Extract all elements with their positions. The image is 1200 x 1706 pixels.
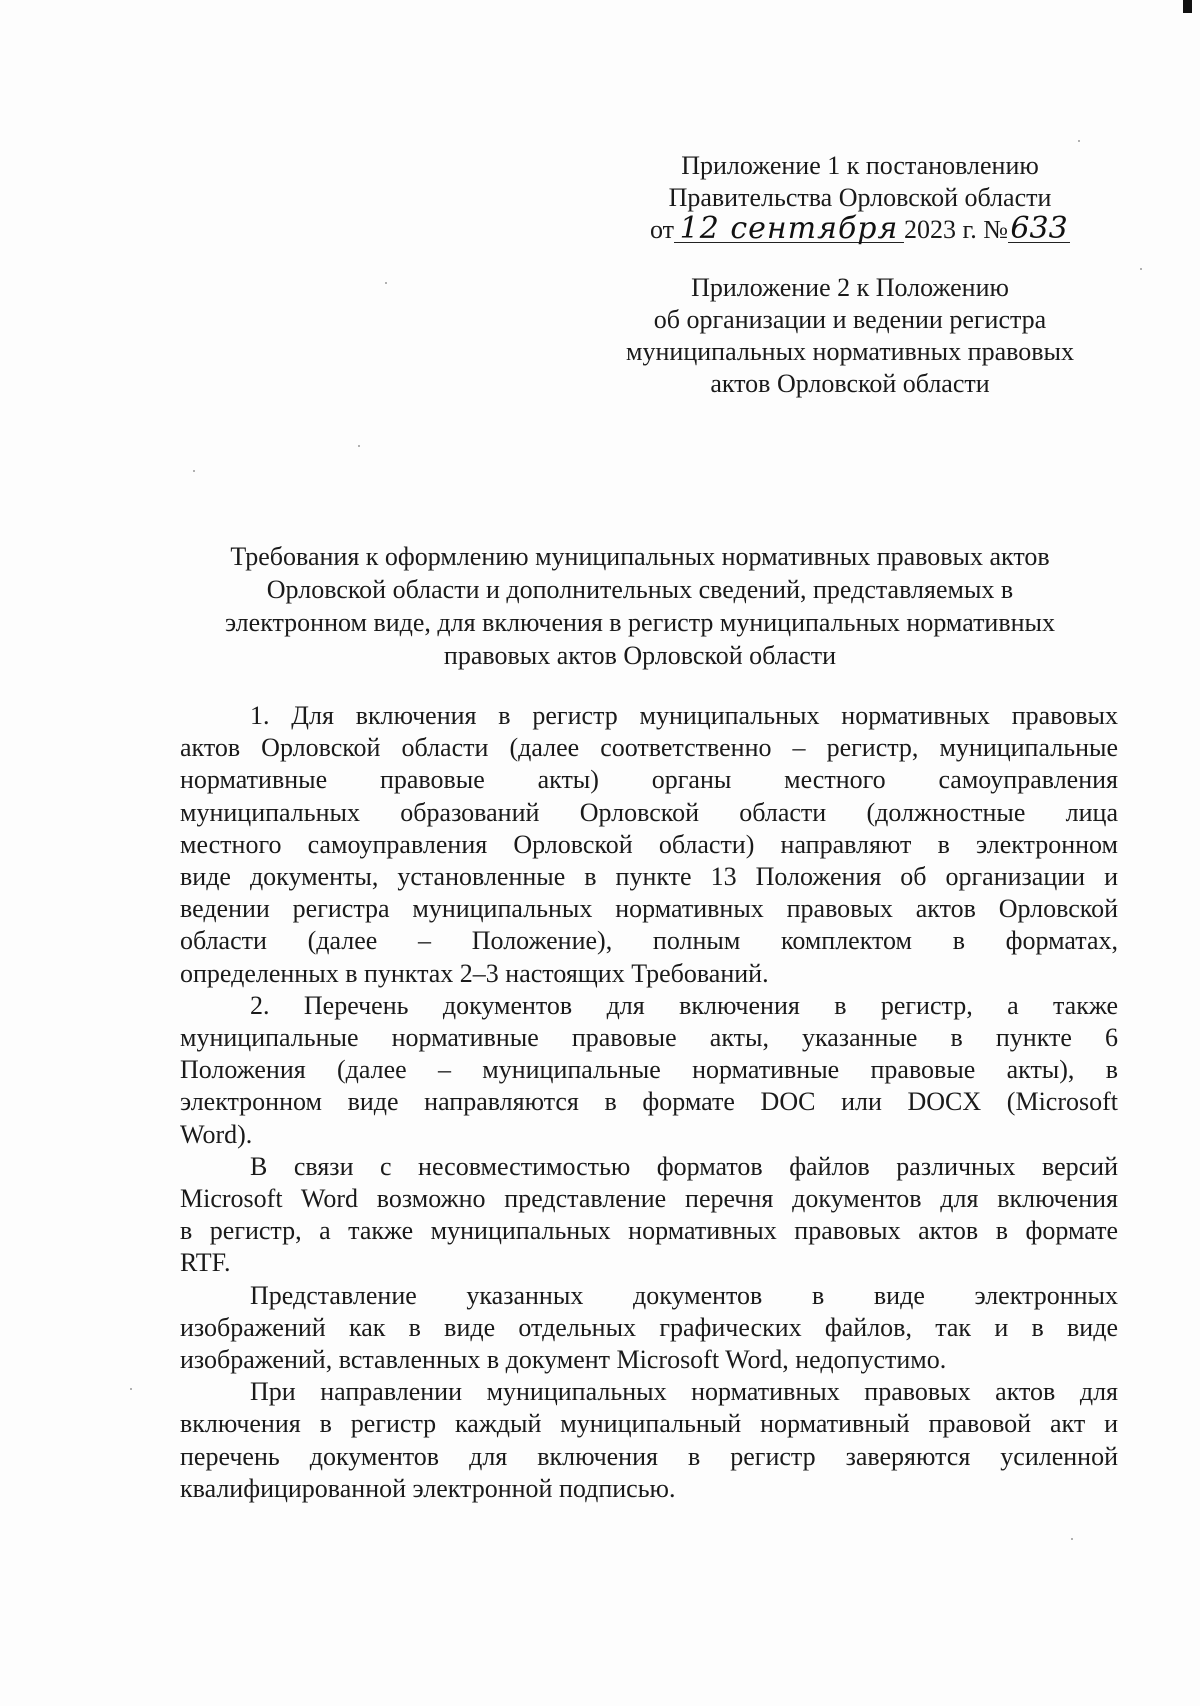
scan-speck xyxy=(1078,140,1080,142)
body-line: актов Орловской области (далее соответственно – регистр, муниципальные xyxy=(180,733,1118,763)
body-line: квалифицированной электронной подписью. xyxy=(180,1473,676,1503)
body-line: 2. Перечень документов для включения в регистр, а также xyxy=(250,990,1118,1020)
paragraph-3 xyxy=(180,1151,1118,1280)
body-line: виде документы, установленные в пункте 13 Положения об организации и xyxy=(180,862,1118,892)
body-line: перечень документов для включения в регистр заверяются усиленной xyxy=(180,1441,1118,1471)
handwritten-number: 633 xyxy=(1008,216,1070,243)
paragraph-5 xyxy=(180,1376,1118,1505)
body-line: включения в регистр каждый муниципальный нормативный правовой акт и xyxy=(180,1409,1118,1439)
paragraph-4 xyxy=(180,1280,1118,1377)
body-line: При направлении муниципальных нормативных правовых актов для xyxy=(250,1377,1118,1407)
body-line: изображений как в виде отдельных графических файлов, так и в виде xyxy=(180,1312,1118,1342)
body-line: в регистр, а также муниципальных нормативных правовых актов в формате xyxy=(180,1216,1118,1246)
body-line: ведении регистра муниципальных нормативных правовых актов Орловской xyxy=(180,894,1118,924)
annex1-date-line xyxy=(620,211,1100,246)
paragraph-1 xyxy=(180,700,1118,990)
body-line: В связи с несовместимостью форматов файлов различных версий xyxy=(250,1151,1118,1181)
document-body xyxy=(180,700,1118,1505)
title-line: Орловской области и дополнительных сведений, представляемых в xyxy=(266,575,1014,604)
scan-speck xyxy=(358,445,360,447)
handwritten-date: 12 сентября xyxy=(674,216,904,243)
title-line: электронном виде, для включения в регистр муниципальных нормативных xyxy=(224,608,1056,637)
annex2-line4: актов Орловской области xyxy=(710,369,990,398)
date-year: 2023 г. № xyxy=(903,215,1009,244)
body-line: определенных в пунктах 2–3 настоящих Требований. xyxy=(180,958,769,988)
annex1-line2: Правительства Орловской области xyxy=(668,183,1052,212)
scan-speck xyxy=(130,1388,132,1390)
title-line: Требования к оформлению муниципальных нормативных правовых актов xyxy=(230,542,1050,571)
body-line: области (далее – Положение), полным комплектом в форматах, xyxy=(180,926,1118,956)
body-line: электронном виде направляются в формате DOC или DOCX (Microsoft xyxy=(180,1087,1118,1117)
body-line: Word). xyxy=(180,1119,253,1149)
body-line: муниципальные нормативные правовые акты, указанные в пункте 6 xyxy=(180,1023,1118,1053)
annex1-header xyxy=(620,150,1100,246)
date-prefix: от xyxy=(649,215,674,244)
annex2-line3: муниципальных нормативных правовых xyxy=(626,337,1074,366)
title-line: правовых актов Орловской области xyxy=(443,641,837,670)
scan-speck xyxy=(385,282,387,284)
body-line: муниципальных образований Орловской области (должностные лица xyxy=(180,797,1118,827)
body-line: Microsoft Word возможно представление перечня документов для включения xyxy=(180,1184,1118,1214)
annex2-header xyxy=(590,272,1110,400)
scan-speck xyxy=(1071,1538,1073,1540)
document-title xyxy=(160,540,1120,672)
body-line: нормативные правовые акты) органы местного самоуправления xyxy=(180,765,1118,795)
scan-speck xyxy=(1140,268,1142,270)
body-line: 1. Для включения в регистр муниципальных нормативных правовых xyxy=(250,701,1118,730)
scan-corner-mark xyxy=(1183,0,1192,13)
body-line: Положения (далее – муниципальные нормативные правовые акты), в xyxy=(180,1055,1118,1085)
scan-speck xyxy=(193,470,195,472)
body-line: Представление указанных документов в виде электронных xyxy=(250,1280,1118,1310)
body-line: изображений, вставленных в документ Microsoft Word, недопустимо. xyxy=(180,1345,947,1375)
annex2-line2: об организации и ведении регистра xyxy=(653,305,1047,334)
paragraph-2 xyxy=(180,990,1118,1151)
body-line: RTF. xyxy=(180,1248,231,1278)
annex2-line1: Приложение 2 к Положению xyxy=(691,273,1009,302)
annex1-line1: Приложение 1 к постановлению xyxy=(681,151,1039,180)
body-line: местного самоуправления Орловской области) направляют в электронном xyxy=(180,829,1118,859)
